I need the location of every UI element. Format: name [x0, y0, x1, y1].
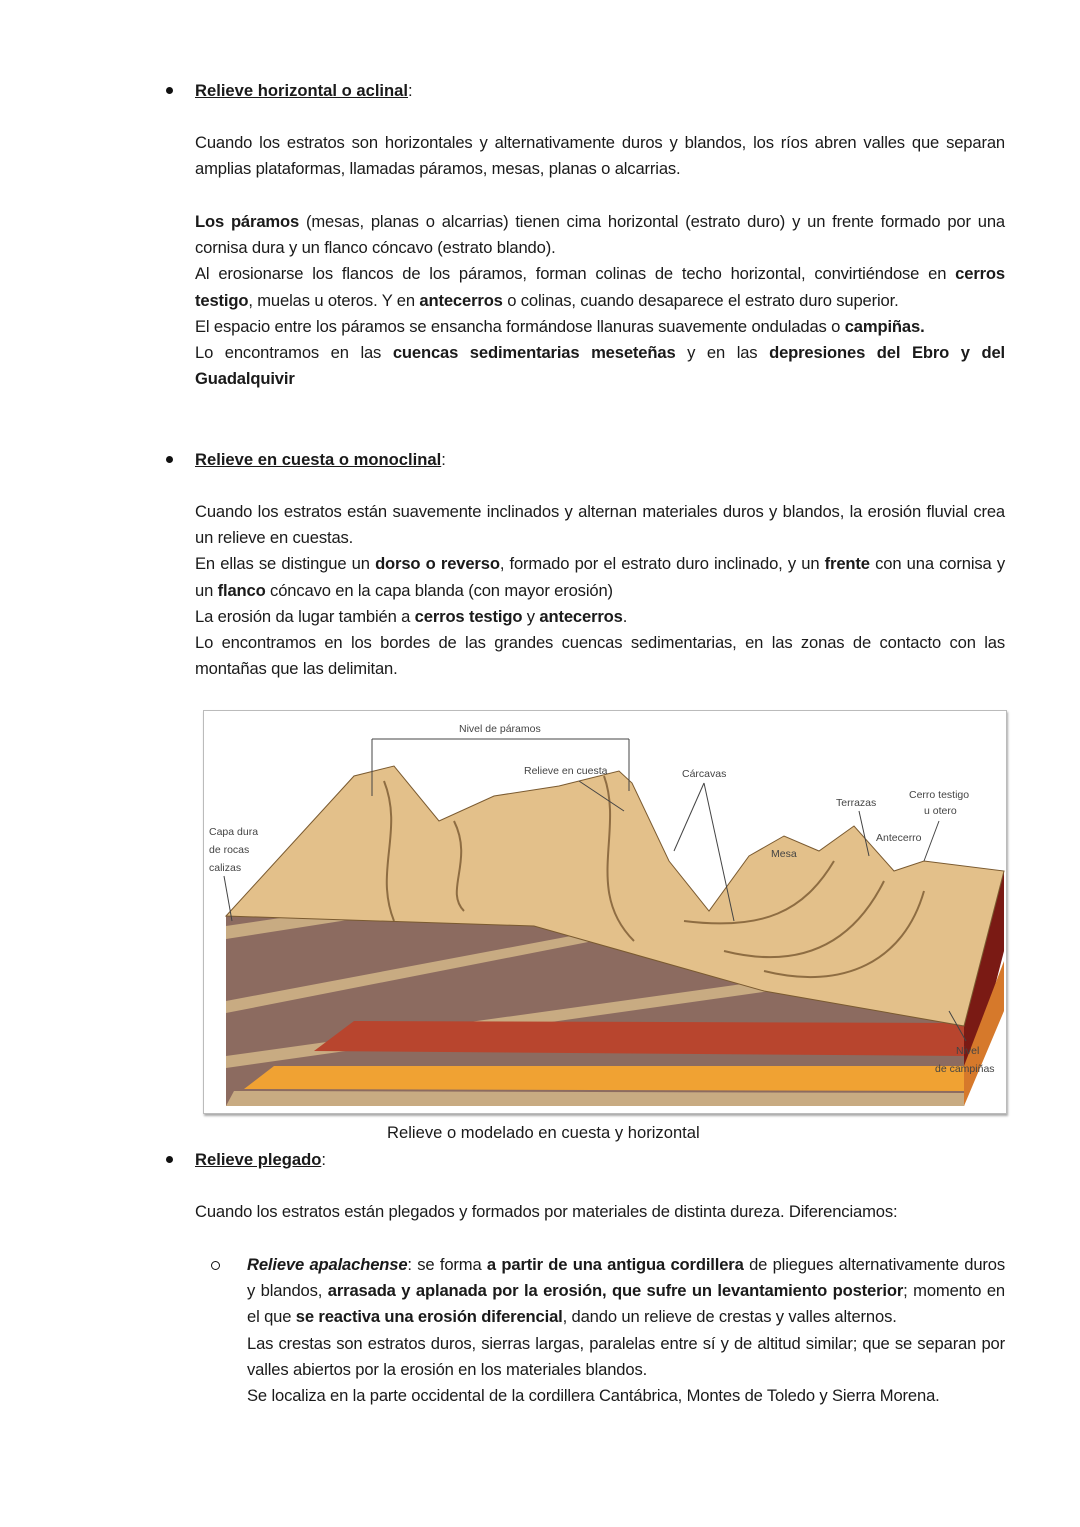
bullet	[166, 1156, 173, 1163]
label-capa-dura-3: calizas	[209, 862, 242, 874]
paragraph	[195, 499, 1005, 551]
text: y	[522, 606, 540, 626]
bullet	[166, 87, 173, 94]
paragraph	[247, 1383, 1005, 1409]
paragraph-block	[195, 209, 1005, 392]
text: cóncavo en la capa blanda (con mayor erosión)	[265, 580, 613, 600]
paragraph	[195, 630, 1005, 682]
label-mesa: Mesa	[771, 848, 797, 860]
text: En ellas se distingue un	[195, 554, 376, 574]
paragraph	[195, 209, 1005, 261]
label-carcavas: Cárcavas	[682, 768, 727, 780]
orange-layer	[244, 1066, 964, 1091]
section-heading: Relieve horizontal o aclinal:	[195, 81, 413, 100]
text: , dando un relieve de crestas y valles alternos.	[562, 1307, 897, 1327]
paragraph	[195, 261, 1005, 313]
paragraph	[195, 314, 1005, 340]
text: , muelas u oteros. Y en	[248, 290, 420, 310]
text: , formado por el estrato duro inclinado, y un	[499, 554, 825, 574]
text: y en las	[675, 343, 770, 363]
bold-text: campiñas.	[844, 316, 925, 336]
bold-text: cerros testigo	[414, 606, 523, 626]
bold-text: a partir de una antigua cordillera	[486, 1255, 744, 1274]
section-heading: Relieve plegado:	[195, 1150, 326, 1169]
label-capa-dura: Capa dura	[209, 826, 259, 838]
paragraph	[195, 604, 1005, 630]
bold-text: dorso o reverso	[375, 554, 500, 574]
text: ; momento en el que	[247, 1281, 1005, 1327]
text: Se localiza en la parte occidental de la cordillera Cantábrica, Montes de Toledo y Sierra Morena.	[247, 1386, 940, 1406]
bold-text: Relieve apalachense	[247, 1255, 408, 1274]
label-nivel-paramos: Nivel de páramos	[459, 723, 541, 735]
text: La erosión da lugar también a	[195, 606, 415, 626]
paragraph-block	[195, 499, 1005, 682]
paragraph	[195, 340, 1005, 392]
bold-text: frente	[824, 554, 870, 574]
paragraph	[195, 130, 1005, 182]
text: de pliegues alternativamente duros y blandos,	[247, 1255, 1006, 1301]
paragraph-block	[195, 1199, 1005, 1225]
text: : se forma	[407, 1255, 487, 1274]
text: El espacio entre los páramos se ensancha formándose llanuras suavemente onduladas o	[195, 316, 845, 336]
circle-bullet	[211, 1261, 220, 1270]
bold-text: arrasada y aplanada por la erosión, que sufre un levantamiento posterior	[327, 1281, 904, 1301]
bold-text: cerros testigo	[195, 264, 1005, 310]
bold-text: se reactiva una erosión diferencial	[295, 1307, 563, 1327]
text: Cuando los estratos están suavemente inclinados y alternan materiales duros y blandos, la erosión fluvial crea un relieve en cuestas.	[195, 502, 1005, 548]
text: Lo encontramos en los bordes de las grandes cuencas sedimentarias, en las zonas de contacto con las montañas que las delimitan.	[195, 633, 1005, 679]
figure-caption: Relieve o modelado en cuesta y horizontal	[387, 1123, 700, 1142]
section-heading: Relieve en cuesta o monoclinal:	[195, 450, 446, 469]
label-antecerro: Antecerro	[876, 832, 922, 844]
text: Lo encontramos en las	[195, 343, 393, 363]
text: Al erosionarse los flancos de los páramos, forman colinas de techo horizontal, convirtiéndose en	[195, 264, 956, 284]
label-terrazas: Terrazas	[836, 797, 877, 809]
bold-text: antecerros	[419, 290, 503, 310]
text: con una cornisa y un	[195, 554, 1005, 600]
text: o colinas, cuando desaparece el estrato duro superior.	[502, 290, 899, 310]
paragraph-block	[195, 130, 1005, 182]
bullet	[166, 456, 173, 463]
paragraph	[195, 1199, 1005, 1225]
base-layer	[226, 1091, 964, 1106]
label-cerro-testigo: Cerro testigo	[909, 789, 970, 801]
relief-diagram	[203, 710, 1007, 1114]
label-capa-dura-2: de rocas	[209, 844, 250, 856]
text: (mesas, planas o alcarrias) tienen cima horizontal (estrato duro) y un frente formado por una cornisa dura y un flanco cóncavo (estrato blando).	[195, 212, 1005, 258]
paragraph	[195, 551, 1005, 603]
bold-text: antecerros	[539, 606, 623, 626]
paragraph	[247, 1331, 1005, 1383]
text: .	[622, 606, 628, 626]
bold-text: Los páramos	[195, 212, 300, 231]
paragraph	[247, 1252, 1005, 1331]
text: Cuando los estratos son horizontales y alternativamente duros y blandos, los ríos abren valles que separan amplias plataformas, llamadas páramos, mesas, planas o alcarrias.	[195, 133, 1005, 179]
label-relieve-cuesta: Relieve en cuesta	[524, 765, 608, 777]
bold-text: flanco	[217, 580, 266, 600]
text: Las crestas son estratos duros, sierras largas, paralelas entre sí y de altitud similar; que se separan por valles abiertos por la erosión en los materiales blandos.	[247, 1333, 1005, 1379]
sub-item-block	[247, 1252, 1005, 1409]
label-campinas: Nivel	[956, 1045, 980, 1057]
bold-text: depresiones del Ebro y del Guadalquivir	[195, 343, 1005, 389]
label-cerro-testigo-2: u otero	[924, 805, 957, 817]
bold-text: cuencas sedimentarias meseteñas	[392, 343, 676, 363]
red-layer	[314, 1021, 964, 1056]
text: Cuando los estratos están plegados y formados por materiales de distinta dureza. Diferenciamos:	[195, 1202, 898, 1221]
label-campinas-2: de campiñas	[935, 1063, 995, 1075]
